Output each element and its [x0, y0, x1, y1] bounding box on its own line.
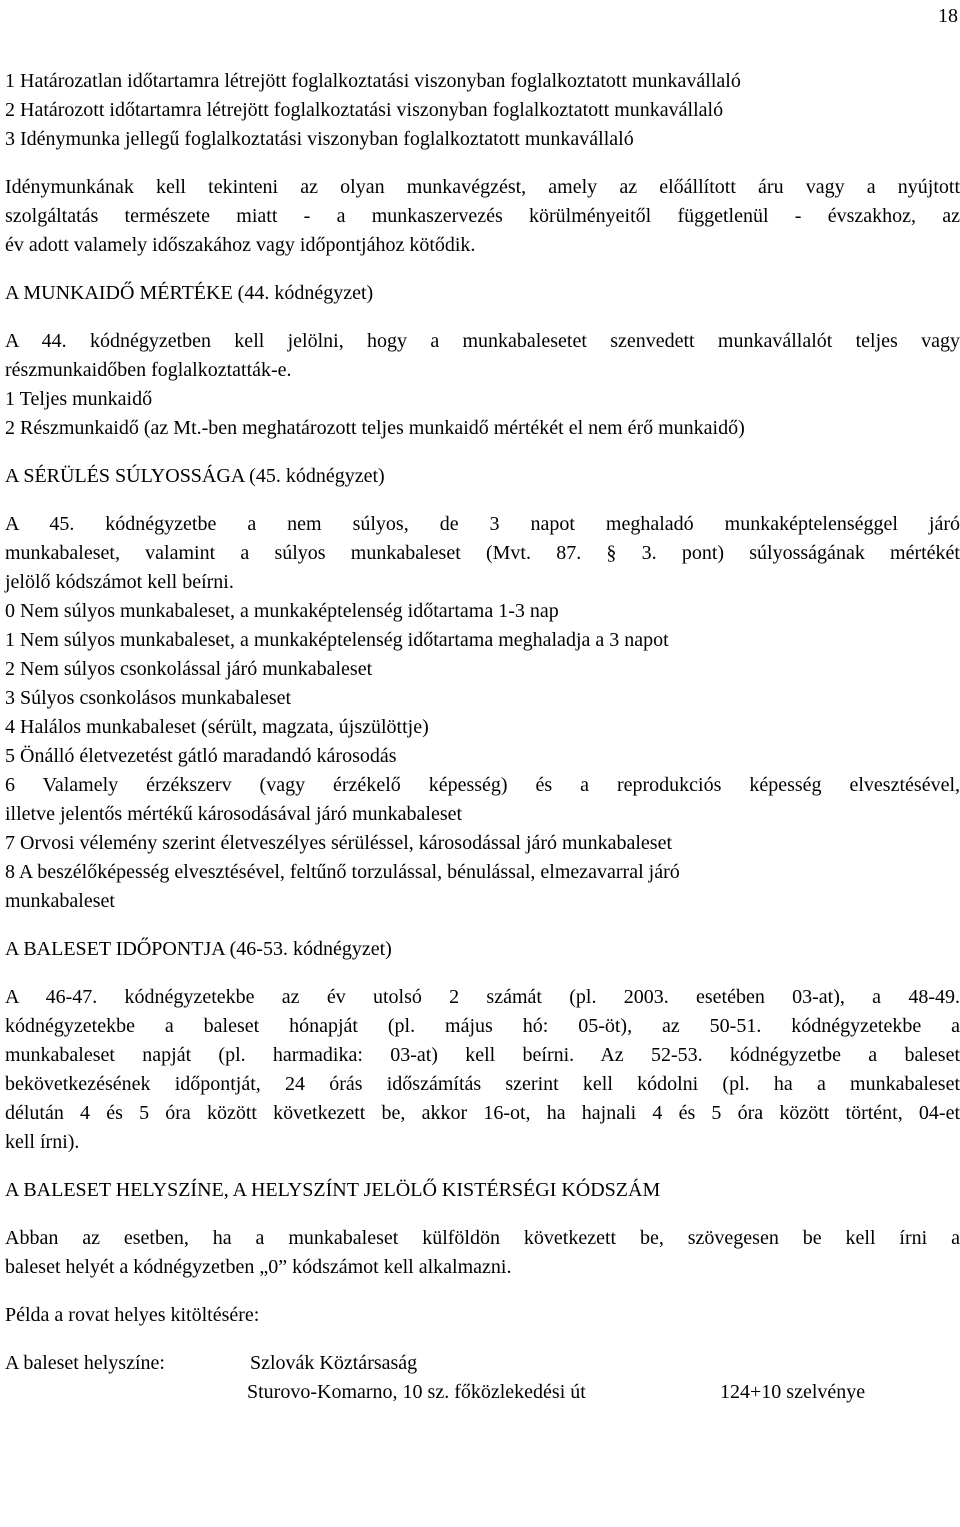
section-heading-time: A BALESET IDŐPONTJA (46-53. kódnégyzet): [5, 938, 392, 960]
example-address-row: [5, 1378, 960, 1407]
list-item: 3 Súlyos csonkolásos munkabaleset: [5, 687, 292, 709]
paragraph-line: kell írni).: [5, 1131, 80, 1153]
list-item: 5 Önálló életvezetést gátló maradandó károsodás: [5, 745, 397, 767]
paragraph-line: részmunkaidőben foglalkoztatták-e.: [5, 359, 292, 381]
employment-types-list: [5, 67, 960, 154]
list-item: 3 Idénymunka jellegű foglalkoztatási viszonyban foglalkoztatott munkavállaló: [5, 128, 634, 150]
list-item: 2 Részmunkaidő (az Mt.-ben meghatározott teljes munkaidő mértékét el nem érő munkaidő): [5, 417, 745, 439]
paragraph-line: jelölő kódszámot kell beírni.: [5, 571, 234, 593]
list-item: 7 Orvosi vélemény szerint életveszélyes sérüléssel, károsodással járó munkabaleset: [5, 832, 673, 854]
list-item: 2 Nem súlyos csonkolással járó munkabaleset: [5, 658, 373, 680]
example-title: Példa a rovat helyes kitöltésére:: [5, 1304, 260, 1326]
paragraph-line: délután 4 és 5 óra között következett be, akkor 16-ot, ha hajnali 4 és 5 óra között történt, 04-et: [5, 1102, 960, 1124]
list-item: 6 Valamely érzékszerv (vagy érzékelő képesség) és a reprodukciós képesség elvesztésével,: [5, 774, 960, 796]
list-item-continuation: illetve jelentős mértékű károsodásával járó munkabaleset: [5, 803, 463, 825]
paragraph-line: munkabaleset, valamint a súlyos munkabaleset (Mvt. 87. § 3. pont) súlyosságának mértékét: [5, 542, 960, 564]
paragraph-line: szolgáltatás természete miatt - a munkaszervezés körülményeitől függetlenül - évszakhoz, az: [5, 205, 960, 227]
paragraph-line: Abban az esetben, ha a munkabaleset külföldön következett be, szövegesen be kell írni a: [5, 1227, 960, 1249]
seasonal-work-definition: [5, 173, 960, 260]
example-label: A baleset helyszíne:: [5, 1352, 165, 1374]
page-number: 18: [938, 5, 958, 27]
paragraph-line: A 45. kódnégyzetbe a nem súlyos, de 3 napot meghaladó munkaképtelenséggel járó: [5, 513, 960, 535]
section-heading-work-time: A MUNKAIDŐ MÉRTÉKE (44. kódnégyzet): [5, 282, 374, 304]
list-item: 2 Határozott időtartamra létrejött foglalkoztatási viszonyban foglalkoztatott munkavállaló: [5, 99, 724, 121]
section-heading-severity: A SÉRÜLÉS SÚLYOSSÁGA (45. kódnégyzet): [5, 465, 385, 487]
paragraph-line: év adott valamely időszakához vagy időpontjához kötődik.: [5, 234, 476, 256]
document-page: [5, 0, 960, 1407]
list-item: 8 A beszélőképesség elvesztésével, feltűnő torzulással, bénulással, elmezavarral járó: [5, 861, 680, 883]
paragraph-line: baleset helyét a kódnégyzetben „0” kódszámot kell alkalmazni.: [5, 1256, 512, 1278]
example-location-row: [5, 1349, 960, 1378]
work-time-section: [5, 327, 960, 443]
example-address: Sturovo-Komarno, 10 sz. főközlekedési út: [247, 1381, 586, 1403]
paragraph-line: kódnégyzetekbe a baleset hónapját (pl. május hó: 05-öt), az 50-51. kódnégyzetekbe a: [5, 1015, 960, 1037]
list-item: 4 Halálos munkabaleset (sérült, magzata, újszülöttje): [5, 716, 429, 738]
paragraph-line: A 46-47. kódnégyzetekbe az év utolsó 2 számát (pl. 2003. esetében 03-at), a 48-49.: [5, 986, 960, 1008]
paragraph-line: Idénymunkának kell tekinteni az olyan munkavégzést, amely az előállított áru vagy a nyújtott: [5, 176, 960, 198]
paragraph-line: A 44. kódnégyzetben kell jelölni, hogy a munkabalesetet szenvedett munkavállalót teljes vagy: [5, 330, 960, 352]
location-section: [5, 1224, 960, 1407]
paragraph-line: munkabaleset napját (pl. harmadika: 03-at) kell beírni. Az 52-53. kódnégyzetbe a baleset: [5, 1044, 960, 1066]
severity-section: [5, 510, 960, 916]
example-country: Szlovák Köztársaság: [250, 1352, 418, 1374]
list-item: 1 Nem súlyos munkabaleset, a munkaképtelenség időtartama meghaladja a 3 napot: [5, 629, 669, 651]
time-section: [5, 983, 960, 1157]
paragraph-line: bekövetkezésének időpontját, 24 órás időszámítás szerint kell kódolni (pl. ha a munkabaleset: [5, 1073, 960, 1095]
list-item-continuation: munkabaleset: [5, 890, 115, 912]
list-item: 1 Teljes munkaidő: [5, 388, 153, 410]
example-section: 124+10 szelvénye: [720, 1381, 866, 1403]
list-item: 0 Nem súlyos munkabaleset, a munkaképtelenség időtartama 1-3 nap: [5, 600, 559, 622]
section-heading-location: A BALESET HELYSZÍNE, A HELYSZÍNT JELÖLŐ KISTÉRSÉGI KÓDSZÁM: [5, 1179, 661, 1201]
list-item: 1 Határozatlan időtartamra létrejött foglalkoztatási viszonyban foglalkoztatott munkavállaló: [5, 70, 741, 92]
